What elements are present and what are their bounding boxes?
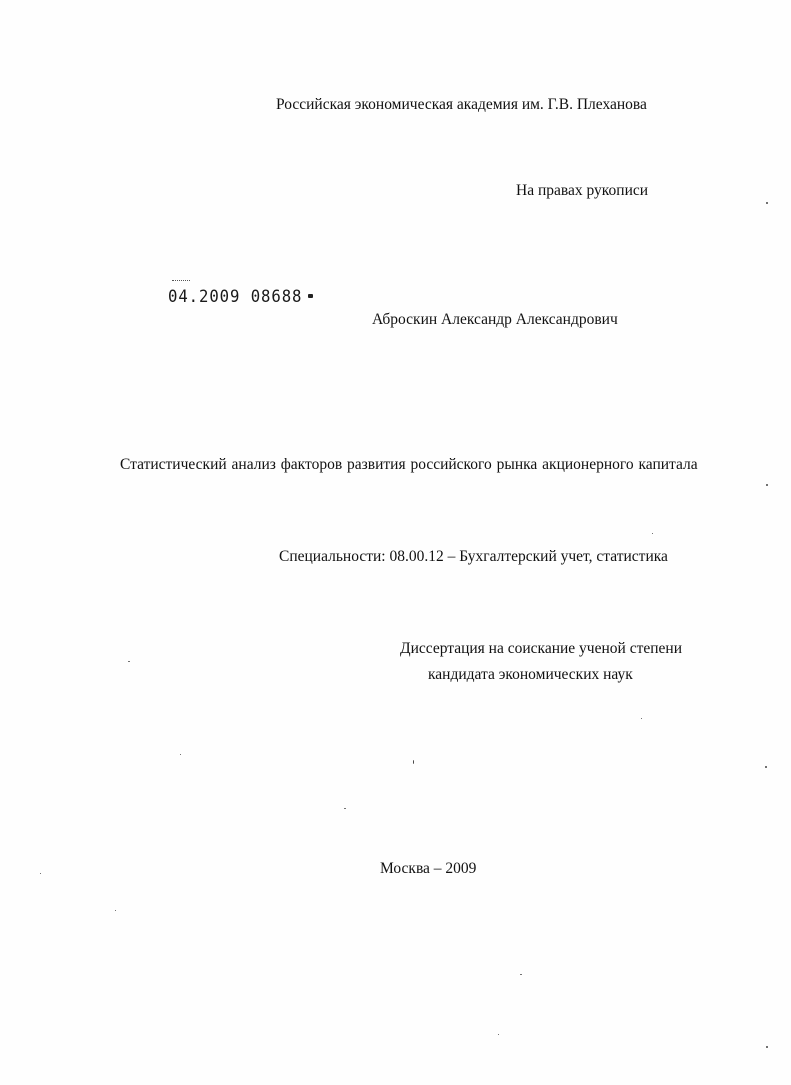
scan-speck (520, 974, 522, 975)
library-stamp-number: 04.2009 08688 (168, 287, 303, 307)
scan-speck (641, 718, 642, 719)
specialty-line: Специальности: 08.00.12 – Бухгалтерский учет, статистика (279, 548, 668, 565)
scan-speck (766, 484, 768, 486)
scan-speck (40, 873, 41, 874)
stamp-dash-mark (172, 280, 190, 282)
scan-speck (766, 202, 768, 204)
scan-speck (180, 754, 181, 755)
scan-speck (413, 760, 414, 764)
dissertation-title: Статистический анализ факторов развития российского рынка акционерного капитала (120, 456, 698, 473)
scan-speck (766, 1046, 768, 1048)
stamp-dot-mark (308, 294, 313, 298)
scan-speck (344, 808, 346, 809)
degree-line-1: Диссертация на соискание ученой степени (400, 640, 682, 657)
scan-speck (498, 1034, 499, 1035)
scan-speck (115, 910, 116, 911)
city-year: Москва – 2009 (380, 860, 477, 877)
scan-speck (765, 766, 767, 768)
degree-line-2: кандидата экономических наук (428, 666, 633, 683)
institution-name: Российская экономическая академия им. Г.В. Плеханова (276, 96, 647, 113)
author-name: Аброскин Александр Александрович (372, 311, 618, 328)
manuscript-note: На правах рукописи (516, 182, 649, 199)
scan-speck (128, 661, 130, 662)
scan-speck (652, 533, 653, 534)
